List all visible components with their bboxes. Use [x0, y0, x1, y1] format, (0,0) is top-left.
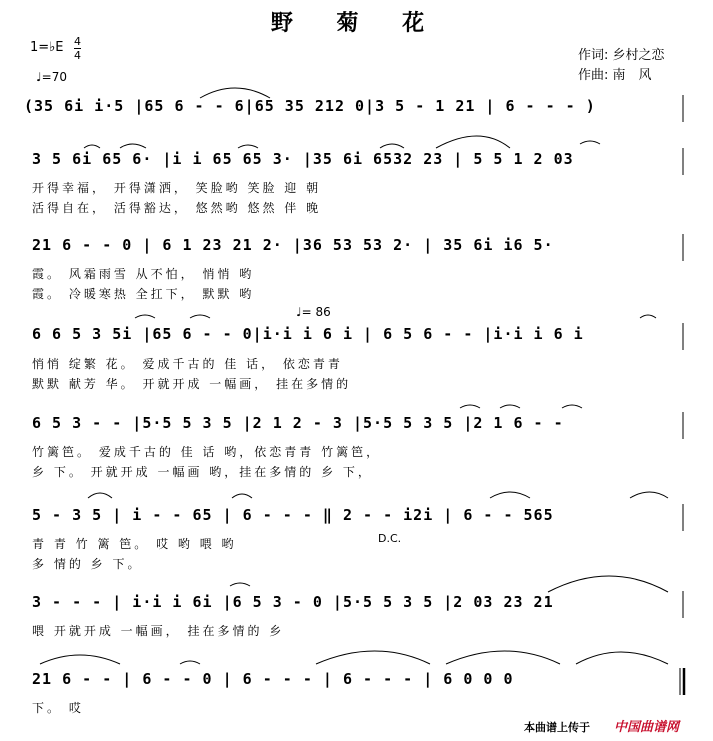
- tie-arc: [200, 88, 270, 98]
- tempo-mark: ♩=70: [36, 70, 67, 84]
- slur-arc: [232, 494, 252, 498]
- slur-arc: [135, 315, 155, 318]
- slur-arc: [230, 583, 250, 586]
- time-signature-top: 4: [74, 35, 81, 48]
- system-2-lyric-1: 开得幸福， 开得潇洒， 笑脸哟 笑脸 迎 朝: [32, 181, 322, 195]
- slur-arc: [640, 315, 656, 318]
- system-6-lyric-2: 多 情的 乡 下。: [32, 557, 143, 571]
- slur-arc: [238, 145, 258, 148]
- slur-arc: [490, 492, 530, 498]
- site-logo[interactable]: 中国曲谱网: [614, 720, 680, 735]
- lyricist-credit: 作词: 乡村之恋: [578, 48, 665, 63]
- system-3-notes: 21 6 - - 0 | 6 1 23 21 2· |36 53 53 2· | 35 6i i6 5·: [32, 236, 554, 254]
- slur-arc: [500, 405, 520, 408]
- slur-arc: [576, 652, 668, 664]
- slur-arc: [84, 145, 100, 148]
- slur-arc: [562, 405, 582, 408]
- slur-arc: [88, 493, 112, 498]
- system-4-lyric-1: 悄悄 绽繁 花。 爱成千古的 佳 话， 依恋青青: [32, 357, 343, 371]
- system-4-notes: 6 6 5 3 5i |65 6 - - 0|i·i i 6 i | 6 5 6 - - |i·i i 6 i: [32, 325, 584, 343]
- system-5-notes: 6 5 3 - - |5·5 5 3 5 |2 1 2 - 3 |5·5 5 3 5 |2 1 6 - -: [32, 414, 564, 432]
- system-6-lyric-1: 青 青 竹 篱 笆。 哎 哟 喂 哟: [32, 537, 237, 551]
- system-1-notes: (35 6i i·5 |65 6 - - 6|65 35 212 0|3 5 - 1 21 | 6 - - - ): [24, 97, 596, 115]
- slur-arc: [180, 661, 200, 664]
- slur-arc: [120, 144, 146, 148]
- system-5-lyric-1: 竹篱笆。 爱成千古的 佳 话 哟，依恋青青 竹篱笆，: [32, 445, 382, 459]
- slur-arc: [380, 144, 404, 148]
- system-8-notes: 21 6 - - | 6 - - 0 | 6 - - - | 6 - - - | 6 0 0 0: [32, 670, 514, 688]
- system-6-notes: 5 - 3 5 | i - - 65 | 6 - - - ‖ 2 - - i2i | 6 - - 565: [32, 506, 554, 524]
- time-signature-bottom: 4: [74, 49, 81, 62]
- dc-mark: D.C.: [378, 532, 402, 545]
- key-signature: 1=♭E: [30, 40, 64, 55]
- composer-credit: 作曲: 南 风: [578, 68, 652, 83]
- slur-arc: [40, 655, 120, 664]
- slur-arc: [460, 405, 480, 408]
- system-2-notes: 3 5 6i 65 6· |i i 65 65 3· |35 6i 6532 23 | 5 5 1 2 03: [32, 150, 574, 168]
- system-8-lyric-1: 下。 哎: [32, 701, 84, 715]
- slur-arc: [316, 651, 430, 664]
- slur-arc: [190, 315, 210, 318]
- slur-arc: [446, 651, 560, 664]
- system-7-notes: 3 - - - | i·i i 6i |6 5 3 - 0 |5·5 5 3 5 |2 03 23 21: [32, 593, 554, 611]
- score-title: 野 菊 花: [270, 10, 443, 36]
- slur-arc: [580, 141, 600, 144]
- system-3-lyric-1: 霞。 风霜雨雪 从不怕， 悄悄 哟: [32, 267, 255, 281]
- footer-upload-text: 本曲谱上传于: [524, 721, 590, 734]
- slur-arc: [436, 136, 510, 148]
- system-4-lyric-2: 默默 献芳 华。 开就开成 一幅画， 挂在多情的: [32, 377, 352, 391]
- system-5-lyric-2: 乡 下。 开就开成 一幅画 哟，挂在多情的 乡 下，: [32, 465, 373, 479]
- slur-arc: [548, 576, 668, 592]
- system-3-lyric-2: 霞。 冷暖寒热 全扛下， 默默 哟: [32, 287, 255, 301]
- tempo-change-mark: ♩= 86: [296, 305, 331, 319]
- slur-arc: [630, 492, 668, 498]
- system-7-lyric-1: 喂 开就开成 一幅画， 挂在多情的 乡: [32, 624, 285, 638]
- system-2-lyric-2: 活得自在， 活得豁达， 悠然哟 悠然 伴 晚: [32, 201, 322, 215]
